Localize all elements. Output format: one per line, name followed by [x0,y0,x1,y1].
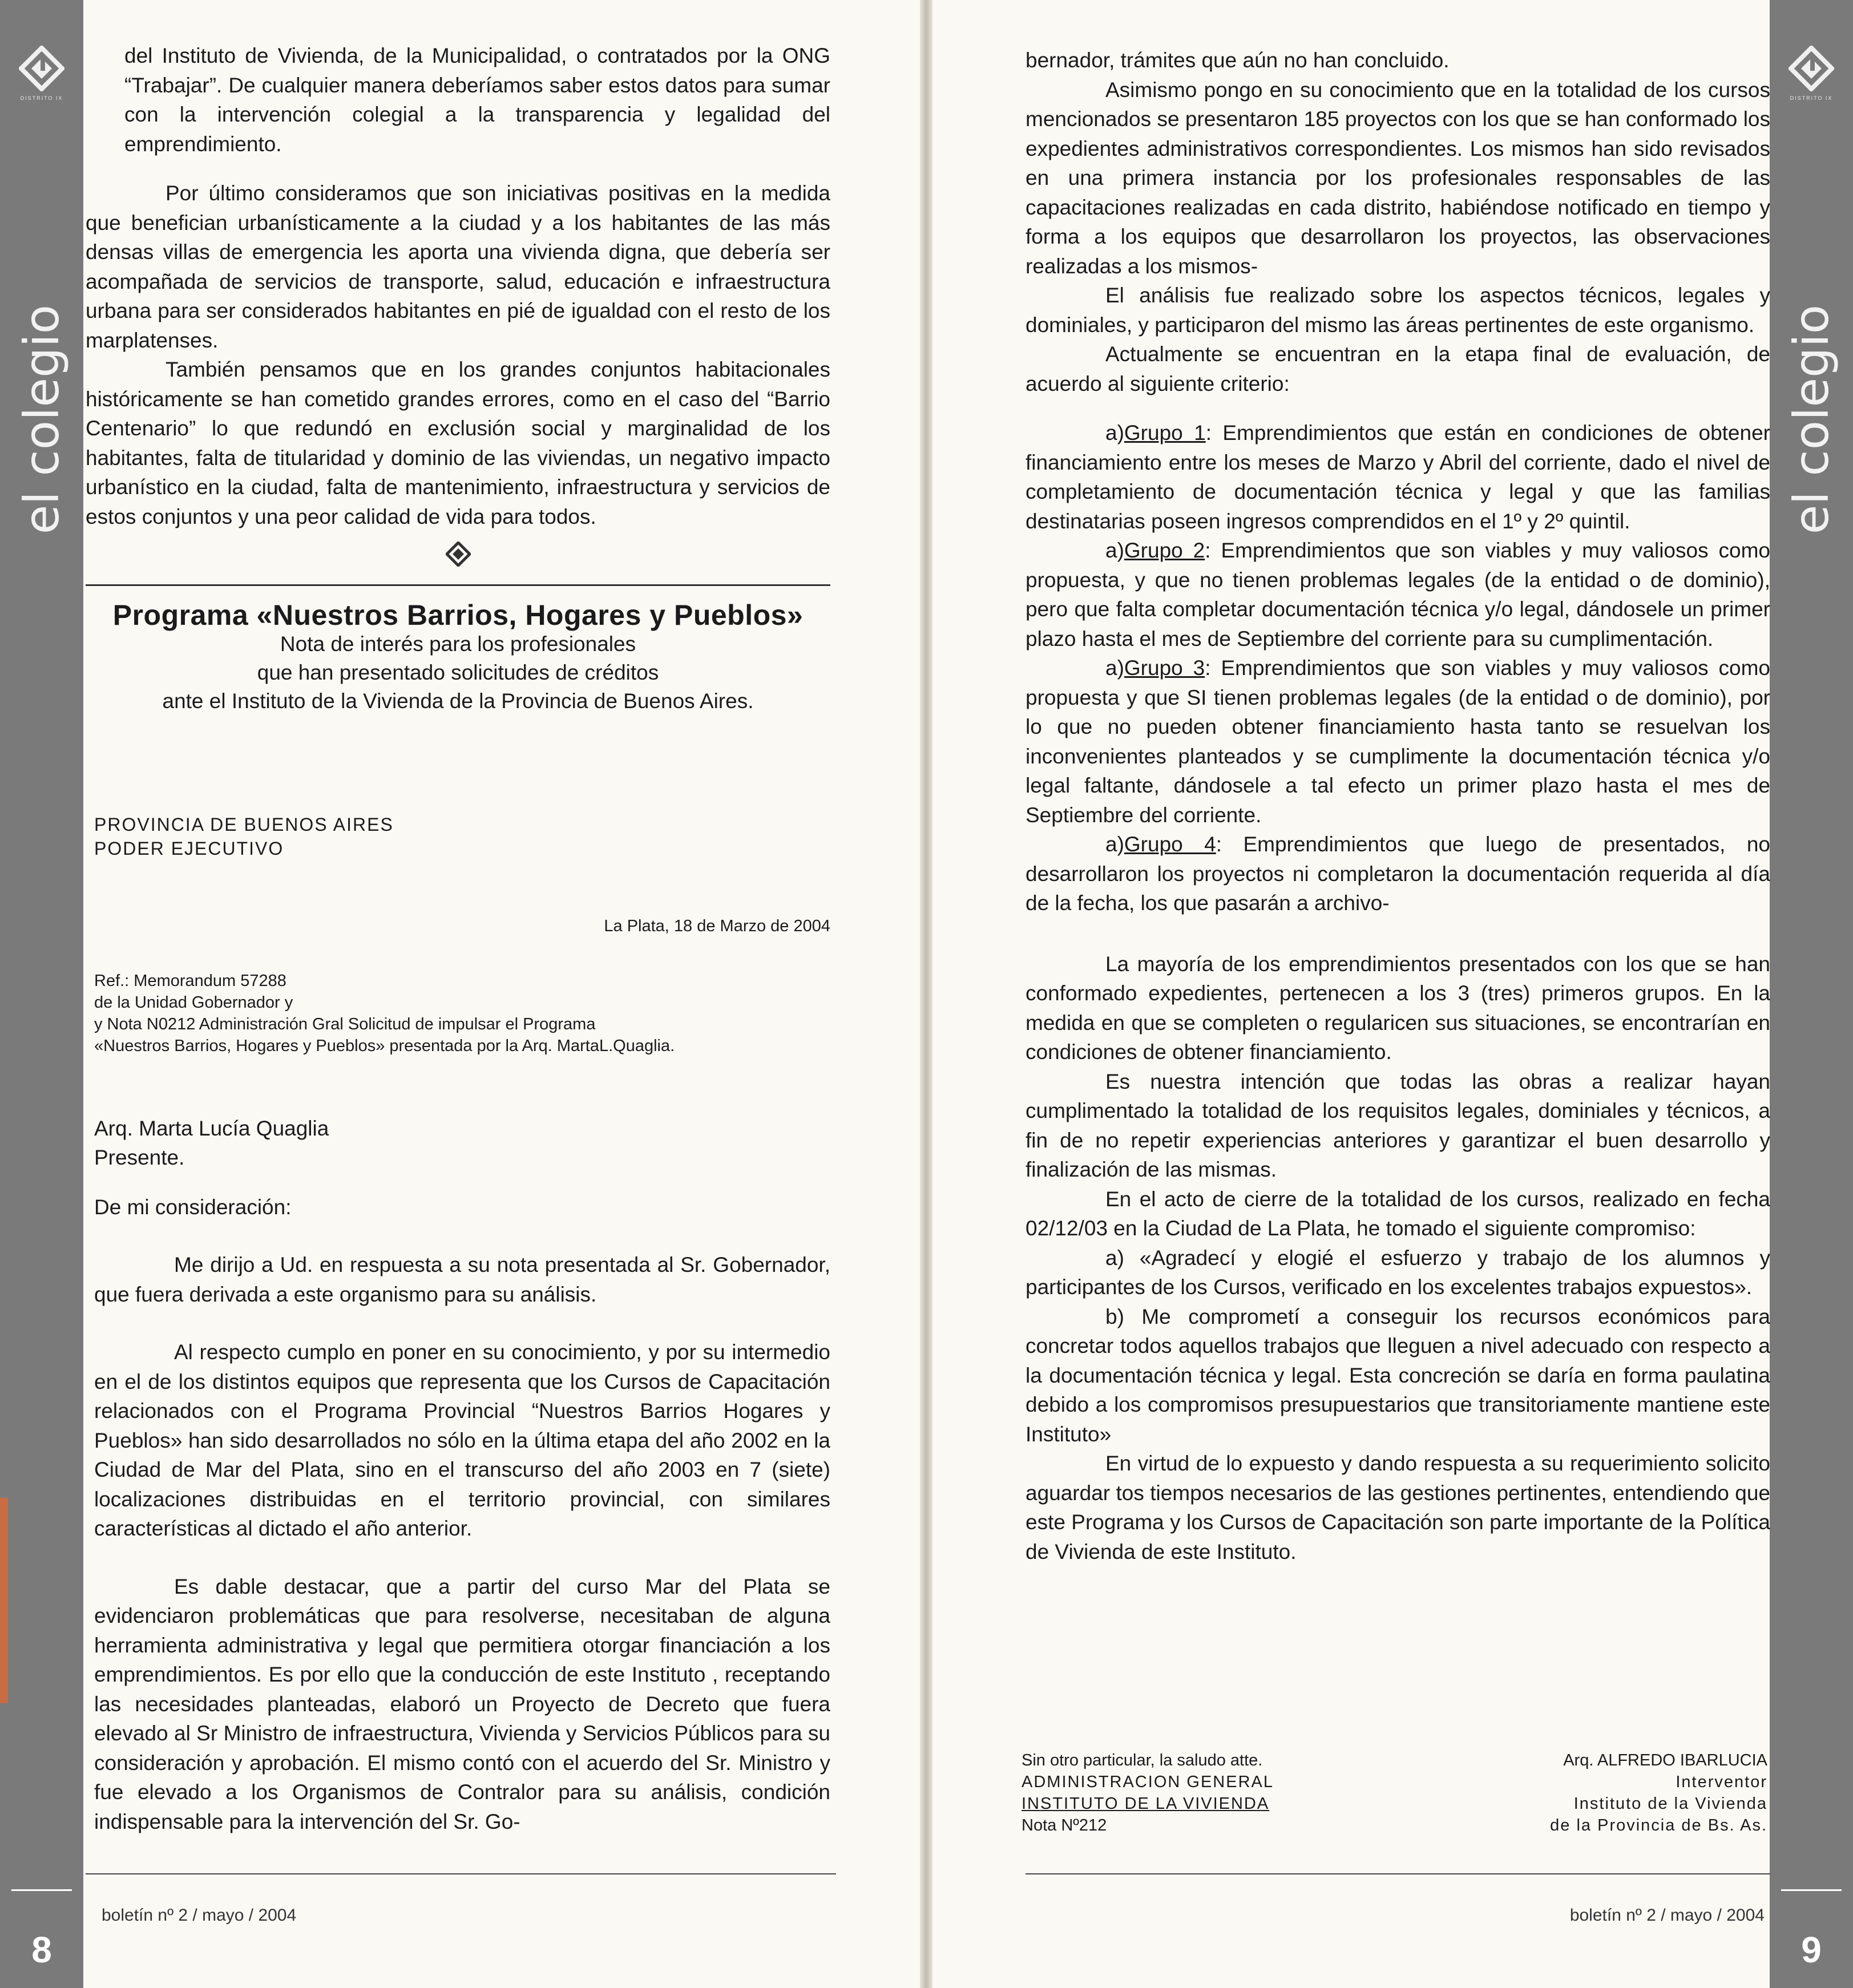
side-label: el colegio [1783,304,1839,535]
left-column [86,41,830,1836]
district-logo-icon [19,46,64,91]
reference-line-3: y Nota N0212 Administración Gral Solicitud de impulsar el Programa [94,1015,596,1033]
paragraph-closing-act: En el acto de cierre de la totalidad de los cursos, realizado en fecha 02/12/03 en la Ciudad de La Plata, he tomado el siguiente compromiso: [1026,1187,1770,1240]
reference-line-1: Ref.: Memorandum 57288 [94,971,286,990]
intro-paragraph-2: Por último consideramos que son iniciativas positivas en la medida que benefician urbanísticamente a la ciudad y a los habitantes de las más densas villas de emergencia les aporta una vivienda digna, que debería ser acompañada de servicios de transporte, salud, educación e infraestructura urbana para ser considerados habitantes en pié de igualdad con el resto de los marplatenses. [86,181,830,352]
program-subtitle-1: Nota de interés para los profesionales [280,632,636,656]
signer-title: Interventor [1676,1773,1767,1791]
signer-name: Arq. ALFREDO IBARLUCIA [1563,1751,1767,1769]
right-column [1026,46,1770,1566]
continuation-paragraph: bernador, trámites que aún no han concluido. [1026,49,1450,72]
band-rule [11,1889,72,1891]
reference-line-4: «Nuestros Barrios, Hogares y Pueblos» presentada por la Arq. MartaL.Quaglia. [94,1036,675,1055]
greeting: De mi consideración: [94,1195,292,1219]
right-footer: boletín nº 2 / mayo / 2004 [1569,1906,1765,1925]
section-divider-icon [86,542,830,573]
group-3-item: a)Grupo 3: Emprendimientos que son viables y muy valiosos como propuesta y que SI tienen problemas legales (de la entidad o de dominio), por lo que no pueden obtener financiamiento hasta tanto se resuelvan los inconvenientes planteados y se cumplimente la documentación técnica y/o legal faltante, dándosele a tal efecto un primer plazo hasta el mes de Septiembre del corriente. [1026,656,1770,827]
addressee-name: Arq. Marta Lucía Quaglia [94,1116,329,1140]
program-subtitle-2: que han presentado solicitudes de créditos [257,661,659,684]
body-paragraph-2: Al respecto cumplo en poner en su conocimiento, y por su intermedio en el de los distintos equipos que representa que los Cursos de Capacitación relacionados con el Programa Provincial “Nuestros Barrios Hogares y Pueblos» han sido desarrollados no sólo en la última etapa del año 2002 en la Ciudad de Mar del Plata, sino en el transcurso del año 2003 en 7 (siete) localizaciones distribuidas en el territorio provincial, con similares características al dictado el año anterior. [94,1340,830,1540]
district-logo [11,46,72,101]
commitment-a: a) «Agradecí y elogié el esfuerzo y trabajo de los alumnos y participantes de los Cursos, verificado en los excelentes trabajos expuestos». [1026,1246,1770,1299]
intro-paragraph-1: del Instituto de Vivienda, de la Municipalidad, o contratados por la ONG “Trabajar”. De cualquier manera deberíamos saber estos datos para sumar con la intervención colegial a la transparencia y legalidad del emprendimiento. [124,44,830,156]
closing-salutation: Sin otro particular, la saludo atte. [1022,1751,1263,1769]
right-footer-rule [1026,1873,1770,1874]
commitment-b: b) Me comprometí a conseguir los recursos económicos para concretar todos aquellos trabajos que lleguen a nivel adecuado con respecto a la documentación técnica y legal. Esta concreción se daría en forma paulatina debido a los compromisos presupuestarios que transitoriamente mantiene este Instituto» [1026,1304,1770,1446]
left-footer-rule [86,1873,836,1874]
paragraph-conclusion: En virtud de lo expuesto y dando respuesta a su requerimiento solicito aguardar tos tiempos necesarios de las gestiones pertinentes, entendiendo que este Programa y los Cursos de Capacitación son parte importante de la Política de Vivienda de este Instituto. [1026,1452,1770,1563]
page-number: 8 [31,1929,52,1970]
reference-line-2: de la Unidad Gobernador y [94,993,293,1012]
group-1-item: a)Grupo 1: Emprendimientos que están en condiciones de obtener financiamiento entre los meses de Marzo y Abril del corriente, dado el nivel de completamiento de documentación técnica y legal y que las familias destinatarias poseen ingresos comprendidos en el 1º y 2º quintil. [1026,421,1770,533]
group-3-label: Grupo 3 [1124,656,1205,680]
page-number: 9 [1801,1929,1822,1970]
logo-caption: DISTRITO IX [1790,95,1833,101]
paragraph-evaluation: Actualmente se encuentran en la etapa final de evaluación, de acuerdo al siguiente criterio: [1026,342,1770,395]
band-rule [1781,1889,1842,1891]
note-number: Nota Nº212 [1022,1816,1107,1835]
institute-name: INSTITUTO DE LA VIVIENDA [1022,1795,1270,1813]
group-2-item: a)Grupo 2: Emprendimientos que son viables y muy valiosos como propuesta, y que no tienen problemas legales (de la entidad o de dominio), pero que falta completar documentación técnica y/o legal, dándosele un primer plazo hasta el mes de Septiembre del corriente para su cumplimentación. [1026,539,1770,650]
orange-accent-strip [0,1498,8,1703]
side-label: el colegio [14,304,70,535]
addressee-present: Presente. [94,1146,185,1169]
paragraph-analysis: El análisis fue realizado sobre los aspectos técnicos, legales y dominiales, y participaron del mismo las áreas pertinentes de este organismo. [1026,284,1770,337]
program-title: Programa «Nuestros Barrios, Hogares y Pueblos» [112,599,804,631]
left-side-band [0,0,83,1988]
letterhead-line-2: PODER EJECUTIVO [94,838,284,859]
logo-caption: DISTRITO IX [20,95,63,101]
body-paragraph-1: Me dirijo a Ud. en respuesta a su nota presentada al Sr. Gobernador, que fuera derivada a este organismo para su análisis. [94,1253,830,1306]
paragraph-projects: Asimismo pongo en su conocimiento que en la totalidad de los cursos mencionados se presentaron 185 proyectos con los que se han conformado los expedientes administrativos correspondientes. Los mismos han sido revisados en una primera instancia por los profesionales responsables de las capacitaciones realizadas en cada distrito, habiéndose notificado en tiempo y forma a los equipos que desarrollaron los proyectos, las observaciones realizadas a los mismos- [1026,78,1770,278]
left-footer: boletín nº 2 / mayo / 2004 [102,1906,297,1925]
signature-left-block [1022,1749,1274,1836]
district-logo-icon [1789,46,1834,91]
district-logo [1781,46,1842,101]
paragraph-majority: La mayoría de los emprendimientos presentados con los que se han conformado expedientes, pertenecen a los 3 (tres) primeros grupos. En la medida en que se completen o regularicen sus situaciones, se encontrarían en condiciones de obtener financiamiento. [1026,952,1770,1064]
right-side-band [1770,0,1853,1988]
signer-province: de la Provincia de Bs. As. [1550,1816,1767,1835]
signature-right-block [1550,1749,1767,1836]
section-rule [86,584,830,586]
reference-block [86,970,830,1057]
group-4-label: Grupo 4 [1124,833,1216,856]
admin-general: ADMINISTRACION GENERAL [1022,1773,1274,1791]
group-4-item: a)Grupo 4: Emprendimientos que luego de presentados, no desarrollaron los proyectos ni completaron la documentación requerida al día de la fecha, los que pasarán a archivo- [1026,833,1770,915]
signer-institute: Instituto de la Vivienda [1573,1795,1767,1813]
group-2-label: Grupo 2 [1124,539,1205,562]
book-gutter [920,0,932,1988]
place-date: La Plata, 18 de Marzo de 2004 [604,917,830,935]
paragraph-intention: Es nuestra intención que todas las obras a realizar hayan cumplimentado la totalidad de los requisitos legales, dominiales y técnicos, a fin de no repetir experiencias anteriores y garantizar el buen desarrollo y finalización de las mismas. [1026,1069,1770,1181]
program-subtitle-3: ante el Instituto de la Vivienda de la Provincia de Buenos Aires. [162,689,754,713]
body-paragraph-3: Es dable destacar, que a partir del curso Mar del Plata se evidenciaron problemáticas que para resolverse, necesitaban de alguna herramienta administrativa y legal que permitiera otorgar financiación a los emprendimientos. Es por ello que la conducción de este Instituto , receptando las necesidades planteadas, elaboró un Proyecto de Decreto que fuera elevado al Sr Ministro de infraestructura, Vivienda y Servicios Públicos para su consideración y aprobación. El mismo contó con el acuerdo del Sr. Ministro y fue elevado a los Organismos de Contralor para su análisis, condición indispensable para la intervención del Sr. Go- [94,1574,830,1833]
group-1-label: Grupo 1 [1124,421,1206,445]
intro-paragraph-3: También pensamos que en los grandes conjuntos habitacionales históricamente se han cometido grandes errores, como en el caso del “Barrio Centenario” lo que redundó en exclusión social y marginalidad de los habitantes, falta de titularidad y dominio de las viviendas, un negativo impacto urbanístico en la ciudad, falta de mantenimiento, infraestructura y servicios de estos conjuntos y una peor calidad de vida para todos. [86,358,830,528]
letterhead-line-1: PROVINCIA DE BUENOS AIRES [94,814,394,835]
